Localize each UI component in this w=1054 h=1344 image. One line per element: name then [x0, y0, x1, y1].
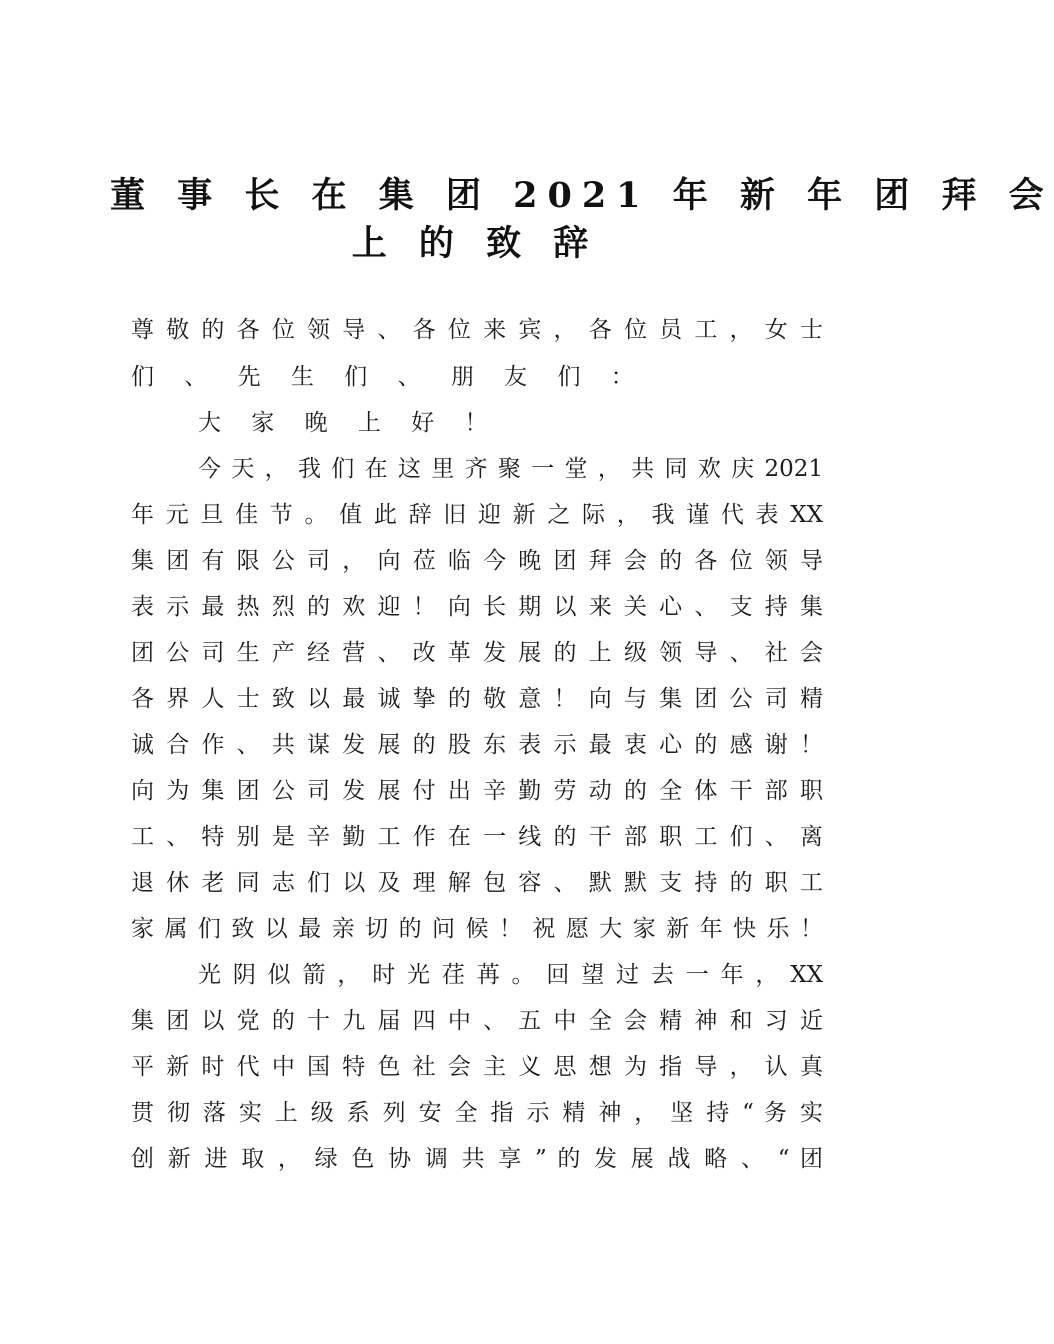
body-line: 各 界 人 士 致 以 最 诚 挚 的 敬 意 ！ 向 与 集 团 公 司 精: [131, 686, 823, 712]
body-line: 团 公 司 生 产 经 营 、 改 革 发 展 的 上 级 领 导 、 社 会: [131, 640, 823, 666]
body-line: 尊 敬 的 各 位 领 导 、 各 位 来 宾 ， 各 位 员 工 ， 女 士: [131, 317, 823, 343]
body-line: 年 元 旦 佳 节 。 值 此 辞 旧 迎 新 之 际 ， 我 谨 代 表 XX: [131, 502, 823, 528]
body-line: 大 家 晚 上 好 ！: [198, 410, 500, 436]
title-line-1: 董 事 长 在 集 团 2021 年 新 年 团 拜 会: [110, 175, 1054, 216]
body-line: 创 新 进 取 ， 绿 色 协 调 共 享 ” 的 发 展 战 略 、 “ 团: [131, 1146, 823, 1172]
body-line: 向 为 集 团 公 司 发 展 付 出 辛 勤 劳 动 的 全 体 干 部 职: [131, 778, 823, 804]
body-line: 表 示 最 热 烈 的 欢 迎 ！ 向 长 期 以 来 关 心 、 支 持 集: [131, 594, 823, 620]
body-line: 工 、 特 别 是 辛 勤 工 作 在 一 线 的 干 部 职 工 们 、 离: [131, 824, 823, 850]
body-line: 们 、 先 生 们 、 朋 友 们 ：: [131, 364, 646, 390]
body-line: 光 阴 似 箭 ， 时 光 荏 苒 。 回 望 过 去 一 年 ， XX: [198, 962, 823, 988]
body-line: 诚 合 作 、 共 谋 发 展 的 股 东 表 示 最 衷 心 的 感 谢 ！: [131, 732, 823, 758]
body-line: 家 属 们 致 以 最 亲 切 的 问 候 ！ 祝 愿 大 家 新 年 快 乐 ！: [131, 916, 823, 942]
title-line-2: 上 的 致 辞: [351, 223, 599, 264]
body-line: 集 团 有 限 公 司 ， 向 莅 临 今 晚 团 拜 会 的 各 位 领 导: [131, 548, 823, 574]
body-line: 集 团 以 党 的 十 九 届 四 中 、 五 中 全 会 精 神 和 习 近: [131, 1008, 823, 1034]
body-line: 贯 彻 落 实 上 级 系 列 安 全 指 示 精 神 ， 坚 持 “ 务 实: [131, 1100, 823, 1126]
body-line: 今 天 ， 我 们 在 这 里 齐 聚 一 堂 ， 共 同 欢 庆 2021: [198, 456, 823, 482]
body-line: 退 休 老 同 志 们 以 及 理 解 包 容 、 默 默 支 持 的 职 工: [131, 870, 823, 896]
body-line: 平 新 时 代 中 国 特 色 社 会 主 义 思 想 为 指 导 ， 认 真: [131, 1054, 823, 1080]
